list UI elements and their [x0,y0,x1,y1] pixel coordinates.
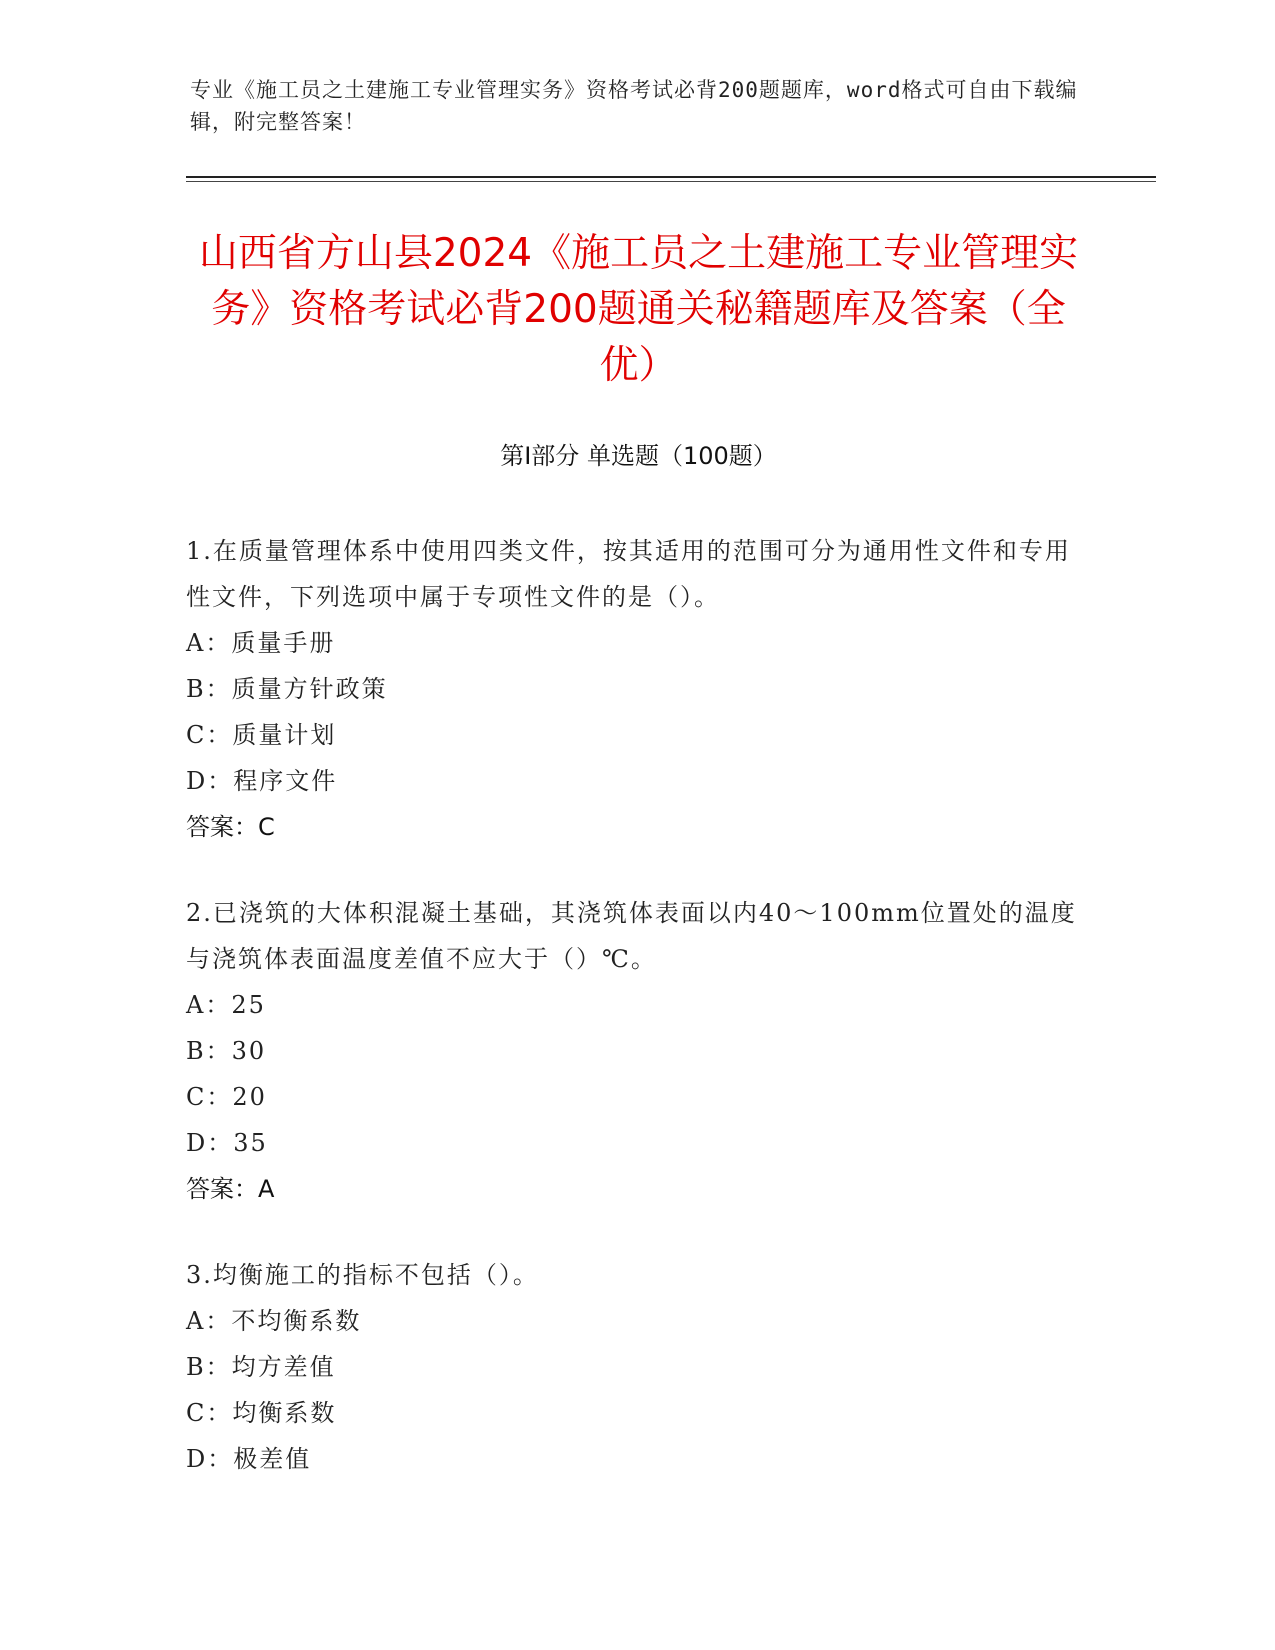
question-list [186,528,1091,1522]
question-stem: 1.在质量管理体系中使用四类文件，按其适用的范围可分为通用性文件和专用性文件，下列选项中属于专项性文件的是（）。 [186,537,1071,611]
option-c: C：20 [186,1083,267,1111]
option-b: B：均方差值 [186,1353,336,1381]
question-1 [186,528,1091,850]
answer: 答案：C [186,813,275,841]
option-b: B：质量方针政策 [186,675,388,703]
header-divider-thick [186,176,1156,178]
option-a: A：质量手册 [186,629,336,657]
option-a: A：25 [186,991,266,1019]
document-title: 山西省方山县2024《施工员之土建施工专业管理实务》资格考试必背200题通关秘籍题库及答案（全优） [198,231,1079,388]
section-title: 第Ⅰ部分 单选题（100题） [500,442,777,470]
header-note: 专业《施工员之土建施工专业管理实务》资格考试必背200题题库，word格式可自由下载编辑，附完整答案！ [190,78,1078,134]
question-stem: 2.已浇筑的大体积混凝土基础，其浇筑体表面以内40～100mm位置处的温度与浇筑体表面温度差值不应大于（）℃。 [186,899,1077,973]
option-d: D：极差值 [186,1445,312,1473]
question-stem: 3.均衡施工的指标不包括（）。 [186,1261,539,1289]
option-c: C：均衡系数 [186,1399,337,1427]
header-divider-thin [186,181,1156,182]
option-c: C：质量计划 [186,721,337,749]
option-a: A：不均衡系数 [186,1307,362,1335]
option-b: B：30 [186,1037,267,1065]
question-2 [186,890,1091,1212]
option-d: D：35 [186,1129,268,1157]
question-3 [186,1252,1091,1482]
answer: 答案：A [186,1175,275,1203]
option-d: D：程序文件 [186,767,338,795]
